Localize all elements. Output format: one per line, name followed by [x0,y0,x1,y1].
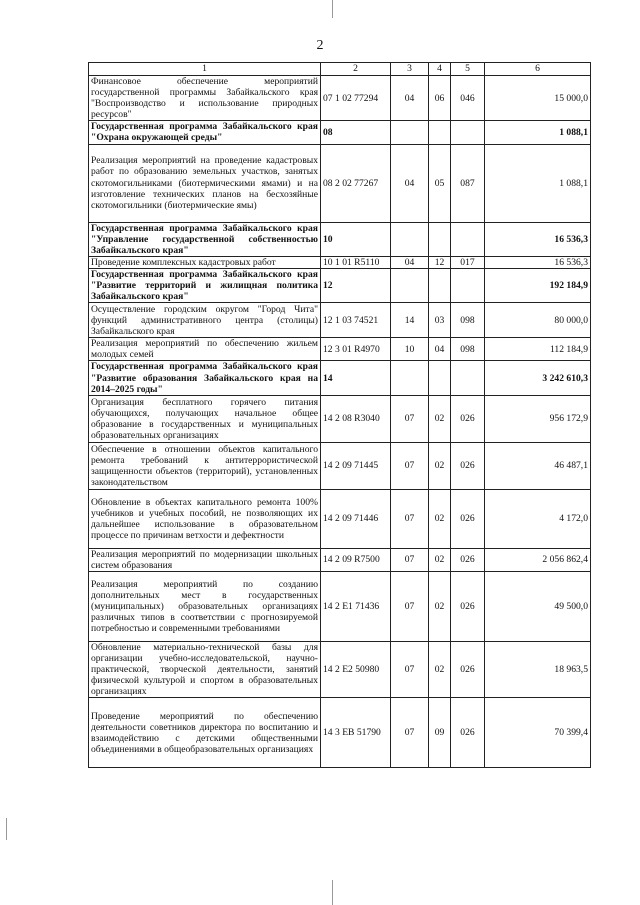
row-name: Проведение мероприятий по обеспечению деятельности советников директора по воспитанию и взаимодействию с детскими общественными объединениями в общеобразовательных организациях [89,698,321,768]
row-code: 12 3 01 R4970 [321,338,391,361]
row-expense-type: 026 [451,641,485,697]
row-section: 10 [391,338,429,361]
row-code: 14 2 09 R7500 [321,548,391,571]
row-expense-type: 026 [451,395,485,442]
row-code: 08 [321,121,391,144]
row-expense-type: 087 [451,144,485,222]
row-code: 14 2 08 R3040 [321,395,391,442]
scan-margin-mark-top [332,0,333,18]
row-code: 10 1 01 R5110 [321,256,391,268]
table-row [89,571,591,641]
row-expense-type: 026 [451,548,485,571]
row-section [391,268,429,302]
row-subsection: 02 [429,395,451,442]
column-header: 4 [429,63,451,76]
row-amount: 46 487,1 [485,442,591,489]
scan-margin-mark-bottom [332,880,333,905]
row-subsection: 05 [429,144,451,222]
row-name: Реализация мероприятий по модернизации школьных систем образования [89,548,321,571]
row-name: Финансовое обеспечение мероприятий государственной программы Забайкальского края "Воспроизводство и использование природных ресурсов" [89,76,321,121]
row-expense-type: 026 [451,698,485,768]
row-subsection [429,121,451,144]
table-row [89,256,591,268]
row-expense-type: 017 [451,256,485,268]
row-amount: 49 500,0 [485,571,591,641]
page-number: 2 [316,38,324,53]
table-row [89,442,591,489]
row-amount: 16 536,3 [485,256,591,268]
column-header: 1 [89,63,321,76]
row-code: 12 [321,268,391,302]
row-code: 14 2 09 71445 [321,442,391,489]
row-name: Осуществление городским округом "Город Чита" функций административного центра (столицы) Забайкальского края [89,303,321,338]
row-section: 04 [391,76,429,121]
scan-margin-mark-left [6,818,7,840]
row-subsection [429,268,451,302]
row-amount: 16 536,3 [485,222,591,256]
table-header-row [89,63,591,76]
row-expense-type [451,121,485,144]
table-row [89,338,591,361]
row-name: Государственная программа Забайкальского края "Охрана окружающей среды" [89,121,321,144]
row-section [391,121,429,144]
row-section: 07 [391,698,429,768]
column-header: 2 [321,63,391,76]
row-code: 14 3 EB 51790 [321,698,391,768]
program-row [89,268,591,302]
table-row [89,698,591,768]
row-name: Государственная программа Забайкальского края "Развитие образования Забайкальского края на 2014–2025 годы" [89,361,321,395]
row-expense-type: 098 [451,303,485,338]
row-subsection: 02 [429,548,451,571]
row-section: 07 [391,442,429,489]
row-subsection: 02 [429,571,451,641]
row-name: Государственная программа Забайкальского края "Управление государственной собственностью Забайкальского края" [89,222,321,256]
row-subsection: 02 [429,442,451,489]
row-amount: 192 184,9 [485,268,591,302]
row-subsection: 02 [429,489,451,548]
row-subsection [429,361,451,395]
row-amount: 112 184,9 [485,338,591,361]
row-name: Реализация мероприятий на проведение кадастровых работ по образованию земельных участков, занятых скотомогильниками (биотермическими ямами) и на изготовление технических планов на бесхозяйные скотомогильники (биотермические ямы) [89,144,321,222]
row-name: Государственная программа Забайкальского края "Развитие территорий и жилищная политика Забайкальского края" [89,268,321,302]
row-section [391,361,429,395]
table-row [89,303,591,338]
row-expense-type [451,268,485,302]
column-header: 5 [451,63,485,76]
row-subsection: 04 [429,338,451,361]
row-code: 07 1 02 77294 [321,76,391,121]
row-code: 12 1 03 74521 [321,303,391,338]
row-section: 04 [391,256,429,268]
row-expense-type [451,361,485,395]
row-name: Обеспечение в отношении объектов капитального ремонта требований к антитеррористической защищенности объектов (территорий), установленных законодательством [89,442,321,489]
row-amount: 2 056 862,4 [485,548,591,571]
row-code: 14 2 E2 50980 [321,641,391,697]
column-header: 3 [391,63,429,76]
table-row [89,641,591,697]
row-name: Обновление материально-технической базы для организации учебно-исследовательской, научно-практической, творческой деятельности, занятий физической культурой и спортом в образовательных организациях [89,641,321,697]
row-section: 14 [391,303,429,338]
row-code: 14 [321,361,391,395]
row-section: 07 [391,489,429,548]
row-expense-type: 026 [451,442,485,489]
row-code: 10 [321,222,391,256]
row-subsection: 02 [429,641,451,697]
row-subsection: 09 [429,698,451,768]
row-amount: 80 000,0 [485,303,591,338]
row-expense-type: 026 [451,571,485,641]
row-subsection: 06 [429,76,451,121]
row-section: 07 [391,641,429,697]
row-code: 08 2 02 77267 [321,144,391,222]
row-subsection: 12 [429,256,451,268]
row-amount: 70 399,4 [485,698,591,768]
table-row [89,548,591,571]
row-section: 07 [391,571,429,641]
row-amount: 3 242 610,3 [485,361,591,395]
program-row [89,361,591,395]
row-code: 14 2 09 71446 [321,489,391,548]
table-row [89,76,591,121]
column-header: 6 [485,63,591,76]
table-row [89,144,591,222]
program-row [89,222,591,256]
row-expense-type [451,222,485,256]
row-expense-type: 026 [451,489,485,548]
row-name: Реализация мероприятий по обеспечению жильем молодых семей [89,338,321,361]
row-expense-type: 046 [451,76,485,121]
row-name: Реализация мероприятий по созданию дополнительных мест в государственных (муниципальных) образовательных организациях различных типов в соответствии с прогнозируемой потребностью и современными требованиями [89,571,321,641]
row-amount: 1 088,1 [485,121,591,144]
row-name: Организация бесплатного горячего питания обучающихся, получающих начальное общее образование в государственных и муниципальных образовательных организациях [89,395,321,442]
row-name: Проведение комплексных кадастровых работ [89,256,321,268]
row-amount: 956 172,9 [485,395,591,442]
row-name: Обновление в объектах капитального ремонта 100% учебников и учебных пособий, не позволяющих их дальнейшее использование в образовательном процессе по причинам ветхости и дефектности [89,489,321,548]
row-section: 07 [391,548,429,571]
row-section: 07 [391,395,429,442]
row-subsection [429,222,451,256]
row-section [391,222,429,256]
row-amount: 15 000,0 [485,76,591,121]
row-section: 04 [391,144,429,222]
table-row [89,395,591,442]
row-expense-type: 098 [451,338,485,361]
table-row [89,489,591,548]
row-amount: 1 088,1 [485,144,591,222]
row-amount: 18 963,5 [485,641,591,697]
row-code: 14 2 E1 71436 [321,571,391,641]
row-subsection: 03 [429,303,451,338]
program-row [89,121,591,144]
row-amount: 4 172,0 [485,489,591,548]
budget-table [88,62,591,768]
